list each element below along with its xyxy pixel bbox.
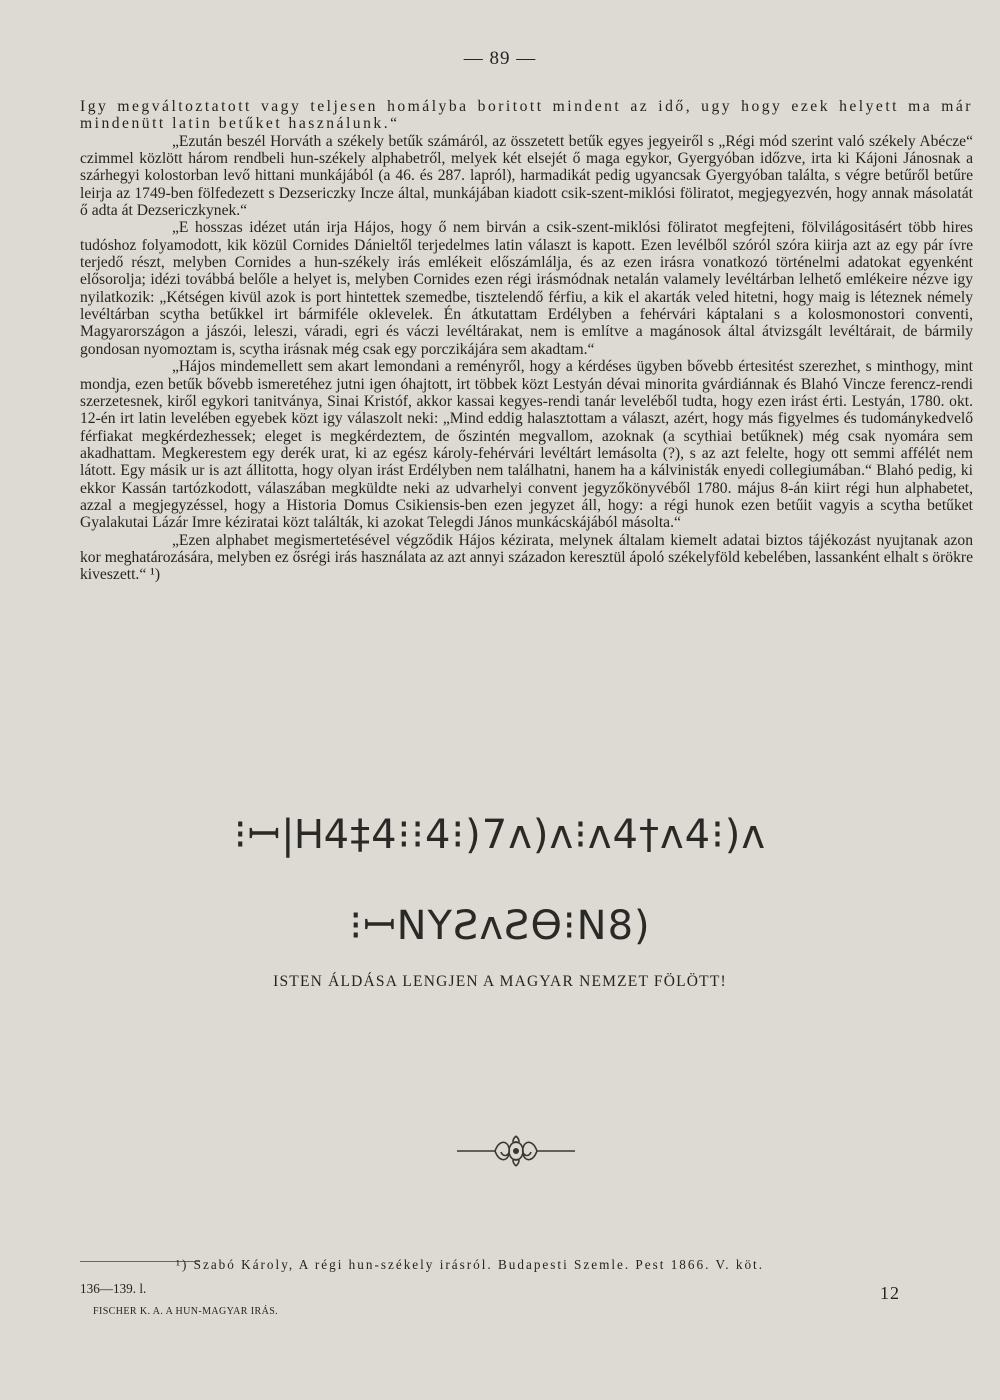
motto: ISTEN ÁLDÁSA LENGJEN A MAGYAR NEMZET FÖLÖTT! [273,973,727,990]
paragraph-5: „Ezen alphabet megismertetésével végződik Hájos kézirata, melynek általam kiemelt adatai biztos tájékozást nyujtanak azon kor meghatározására, melyben ez ősrégi irás használata az azt annyi századon keresztül ápoló székelyföld kebelében, lassanként elhalt s örökre kiveszett.“ ¹) [80,531,973,584]
paragraph-2: „Ezután beszél Horváth a székely betűk számáról, az összetett betűk egyes jegyeiről s „Régi mód szerint való székely Abécze“ czimmel közlött három rendbeli hun-székely alphabetről, melyek két elsejét ő maga egykor, Gyergyóban időzve, irta ki Kájoni Jánosnak a szárhegyi kolostorban levő hittani munkájából (a 46. és 287. lapról), harmadikát pedig ugyancsak Gyergyóban találta, s végre betűről betűre leirja az 1749-ben fölfedezett s Dezsericzky Incze által, munkájában kiadott csik-szent-miklósi föliratot, megjegyezvén, hogy annak másolatát ő adta át Dezsericzkynek.“ [80,132,973,220]
sheet-number: 12 [880,1283,900,1303]
paragraph-4: „Hájos mindemellett sem akart lemondani a reményről, hogy a kérdéses ügyben bővebb értesitést szerezhet, s minthogy, mint mondja, ezen betűk bővebb ismeretéhez jutni igen óhajtott, irt többek közt Lestyán dévai minorita gvárdiánnak és Blahó Vincze ferencz-rendi szerzetesnek, kiről egykori tanitványa, Sinai Kristóf, akkor kassai kegyes-rendi tanár leveléből tudta, hogy ezen irást érti. Lestyán, 1780. okt. 12-én irt latin levelében egyebek közt igy válaszolt neki: „Mind eddig halasztottam a választ, azért, hogy más figyelmes és tudománykedvelő férfiakat megkérdezhessek; eleget is megkérdeztem, de őszintén megvallom, azoknak (a scythiai betűknek) még csak nyomára sem akadhattam. Megkerestem egy derék urat, ki az egész károly-fehérvári levéltárt lemásolta (?), s az azt felelte, hogy ott semmi affélét nem látott. Egy másik ur is azt állitotta, hogy olyan irást Erdélyben nem találhatni, hanem ha a kálvinisták enyedi collegiumában.“ Blahó pedig, ki ekkor Kassán tartózkodott, válaszában megküldte neki az udvarhelyi convent jegyzőkönyvéből 1780. május 8-án kiirt régi hun alphabetet, azzal a megjegyzéssel, hogy a Historia Domus Csikiensis-ben ezen jegyzet áll, hogy: a régi hunok ezen betűit vagyis a scytha betűket Gyalakutai Lázár Imre kéziratai közt találták, ki azokat Telegdi János munkácskájából másolta.“ [80,358,973,532]
printer-signature: FISCHER K. A. A HUN-MAGYAR IRÁS. [93,1306,279,1317]
runic-inscription-line-2: ⁝ꟷNΥƧʌƧӨ⁝N8) [349,903,651,949]
ornament-icon [455,1128,577,1173]
runic-inscription-line-1: ⁝ꟷ|Ꮋ4‡4⁝⁝4⁝)7ʌ)ʌ⁝ʌ4†ʌ4⁝)ʌ [233,812,767,858]
page-number: — 89 — [463,48,537,69]
footnote: ¹) Szabó Károly, A régi hun-székely irásról. Budapesti Szemle. Pest 1866. V. köt. [176,1257,765,1272]
paragraph-1: Igy megváltoztatott vagy teljesen homályba boritott mindent az idő, ugy hogy ezek helyett ma már mindenütt latin betűket használunk.“ [80,98,973,133]
body-text [80,98,973,584]
paragraph-3: „E hosszas idézet után irja Hájos, hogy ő nem birván a csik-szent-miklósi föliratot megfejteni, fölvilágositásért több hires tudóshoz folyamodott, kik közül Cornides Dánieltől terjedelmes latin választ is kapott. Ezen levélből szóról szóra kiirja azt az egy pár ívre terjedő részt, melyben Cornides a hun-székely irás emlékeit előszámlálja, és az ezen irásra vonatkozó történelmi adatokat egyenként elősorolja; idézi továbbá belőle a helyet is, melyben Cornides ezen régi irásmódnak netalán valamely levéltárban lelhető emlékeire nézve igy nyilatkozik: „Kétségen kivül azok is port hintettek szemedbe, tisztelendő férfiu, a kik el akarták veled hitetni, hogy maig is léteznek némely levéltárban scytha betűkkel irt bármiféle oklevelek. Én átkutattam Erdélyben a fehérvári káptalani s a kolosmonostori conventi, Magyarországon a jászói, leleszi, váradi, egri és váczi levéltárakat, nem is említve a magánosok által átvizsgált levéltárait, de bármily gondosan nyomoztam is, scytha irásnak még csak egy porczikájára sem akadtam.“ [80,219,973,358]
footnote-continuation: 136—139. l. [80,1281,147,1296]
